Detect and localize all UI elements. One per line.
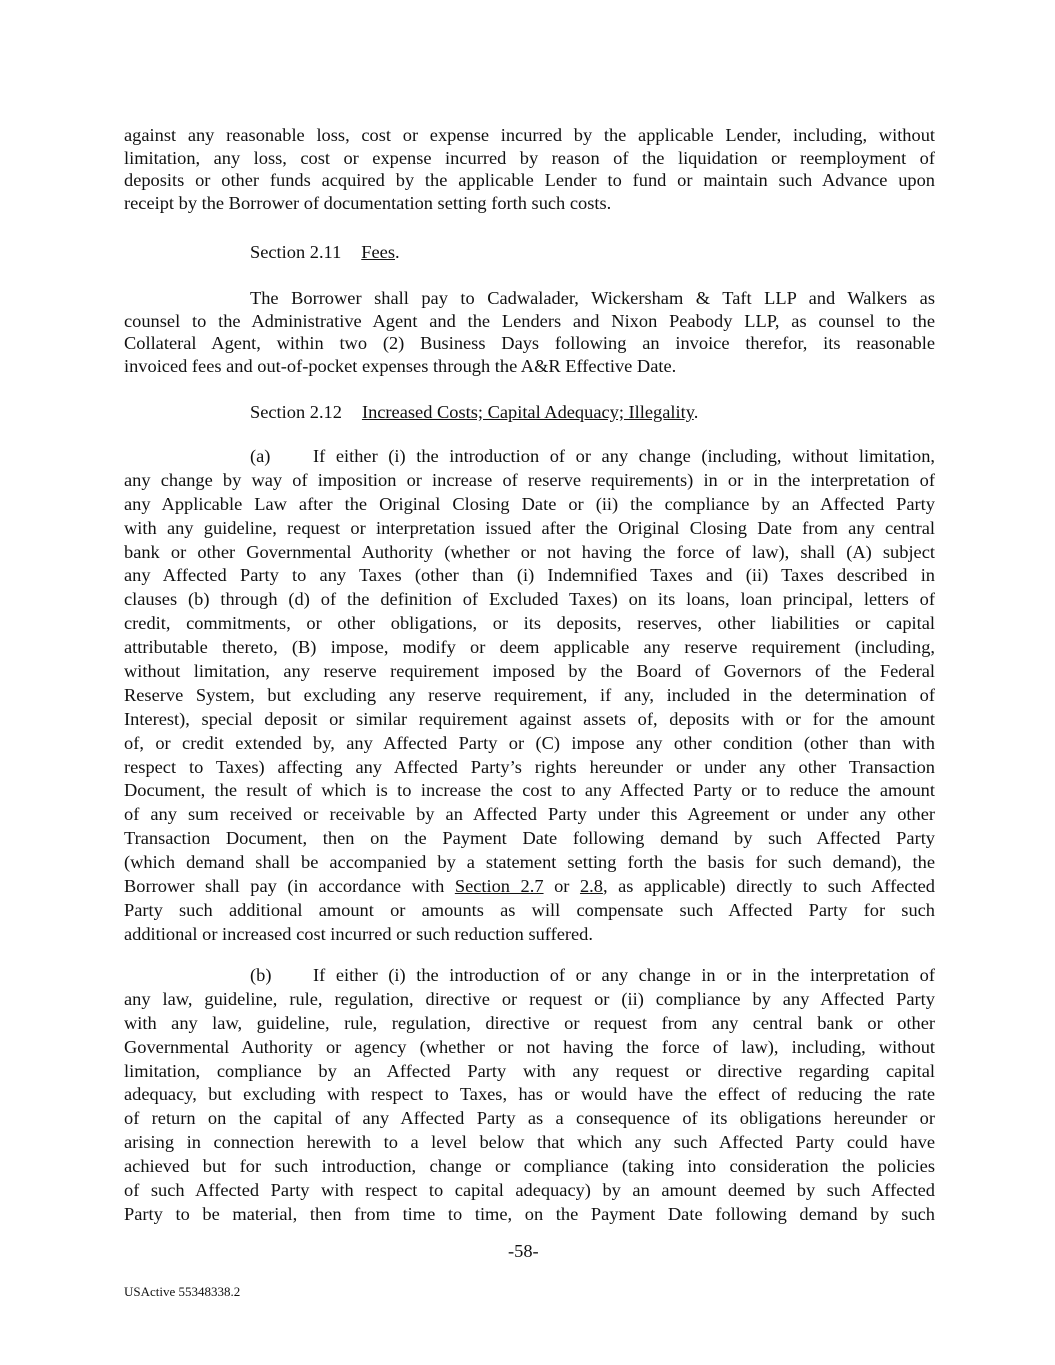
paragraph-fees <box>124 287 935 378</box>
text-line <box>124 756 935 780</box>
line-text: respect to Taxes) affecting any Affected Party’s rights hereunder or under any other Transaction <box>124 756 935 777</box>
text-line <box>124 192 935 215</box>
line-text: of, or credit extended by, any Affected Party or (C) impose any other condition (other than with <box>124 732 935 753</box>
text-segment: Borrower shall pay (in accordance with <box>124 876 455 897</box>
line-text: counsel to the Administrative Agent and the Lenders and Nixon Peabody LLP, as counsel to the <box>124 310 935 331</box>
line-text: If either (i) the introduction of or any change in or in the interpretation of <box>313 965 935 985</box>
text-line <box>124 1036 935 1060</box>
line-text: limitation, compliance by an Affected Party with any request or directive regarding capital <box>124 1060 935 1081</box>
clause-label: (b) <box>250 965 272 985</box>
text-line <box>124 332 935 355</box>
text-line <box>124 493 935 517</box>
line-text: arising in connection herewith to a level below that which any such Affected Party could have <box>124 1132 935 1153</box>
page-number: -58- <box>508 1241 539 1261</box>
paragraph-continuation <box>124 124 935 215</box>
text-segment: or <box>543 876 580 897</box>
text-line <box>124 684 935 708</box>
line-text: any change by way of imposition or increase of reserve requirements) in or in the interpretation of <box>124 469 935 490</box>
paragraph-b <box>124 964 935 1227</box>
line-text: additional or increased cost incurred or such reduction suffered. <box>124 923 593 944</box>
text-line <box>124 469 935 493</box>
line-text: any Affected Party to any Taxes (other than (i) Indemnified Taxes and (ii) Taxes described in <box>124 565 935 586</box>
line-text: Party such additional amount or amounts as will compensate such Affected Party for such <box>124 899 935 920</box>
text-line <box>124 310 935 333</box>
line-text: bank or other Governmental Authority (whether or not having the force of law), shall (A) subject <box>124 541 935 562</box>
section-number: Section 2.11 <box>250 242 342 262</box>
period: . <box>394 242 400 262</box>
text-line <box>124 1203 935 1227</box>
text-line <box>124 988 935 1012</box>
section-title: Fees <box>361 242 395 262</box>
text-line <box>124 1155 935 1179</box>
text-line <box>124 517 935 541</box>
text-line <box>124 1107 935 1131</box>
line-text: invoiced fees and out-of-pocket expenses through the A&R Effective Date. <box>124 356 677 377</box>
line-text: attributable thereto, (B) impose, modify or deem applicable any reserve requirement (including, <box>124 637 935 658</box>
text-line <box>124 1012 935 1036</box>
line-text: any Applicable Law after the Original Closing Date or (ii) the compliance by an Affected Party <box>124 493 935 514</box>
line-text: Governmental Authority or agency (whether or not having the force of law), including, without <box>124 1036 935 1057</box>
line-text: achieved but for such introduction, change or compliance (taking into consideration the policies <box>124 1156 935 1177</box>
text-line <box>124 851 935 875</box>
text-line <box>124 875 935 899</box>
line-text: without limitation, any reserve requirement imposed by the Board of Governors of the Federal <box>124 661 935 682</box>
text-segment: , as applicable) directly to such Affected <box>602 876 936 897</box>
document-footer-id: USActive 55348338.2 <box>124 1284 241 1299</box>
line-text: of return on the capital of any Affected Party as a consequence of its obligations hereunder or <box>124 1108 935 1129</box>
text-line <box>124 803 935 827</box>
line-text: receipt by the Borrower of documentation setting forth such costs. <box>124 193 612 214</box>
text-line <box>124 541 935 565</box>
text-line <box>124 169 935 192</box>
section-2-11-heading <box>250 241 400 264</box>
line-text: of any sum received or receivable by an Affected Party under this Agreement or under any other <box>124 804 935 825</box>
line-text: with any guideline, request or interpretation issued after the Original Closing Date from any central <box>124 517 935 538</box>
text-line <box>124 1179 935 1203</box>
section-reference-link[interactable]: 2.8 <box>579 876 603 897</box>
text-line <box>124 732 935 756</box>
clause-label: (a) <box>250 446 271 466</box>
line-text: clauses (b) through (d) of the definition of Excluded Taxes) on its loans, loan principal, letters of <box>124 589 935 610</box>
line-text: any law, guideline, rule, regulation, directive or request or (ii) compliance by any Affected Party <box>124 988 935 1009</box>
line-text: Party to be material, then from time to time, on the Payment Date following demand by such <box>124 1203 935 1224</box>
line-text: If either (i) the introduction of or any change (including, without limitation, <box>313 446 935 466</box>
text-line <box>124 564 935 588</box>
paragraph-a <box>124 445 935 947</box>
text-line <box>124 660 935 684</box>
text-line <box>124 1060 935 1084</box>
line-text: credit, commitments, or other obligations, or its deposits, reserves, other liabilities or capital <box>124 613 935 634</box>
line-text: The Borrower shall pay to Cadwalader, Wickersham & Taft LLP and Walkers as <box>250 288 935 308</box>
line-text: Collateral Agent, within two (2) Business Days following an invoice therefor, its reasonable <box>124 333 935 354</box>
text-line <box>124 1083 935 1107</box>
line-text: Reserve System, but excluding any reserve requirement, if any, included in the determination of <box>124 684 935 705</box>
line-text: with any law, guideline, rule, regulation, directive or request from any central bank or other <box>124 1012 935 1033</box>
line-text: adequacy, but excluding with respect to Taxes, has or would have the effect of reducing the rate <box>124 1084 935 1105</box>
line-text: limitation, any loss, cost or expense incurred by reason of the liquidation or reemployment of <box>124 147 935 168</box>
section-2-12-heading <box>250 401 698 424</box>
text-line <box>124 636 935 660</box>
section-number: Section 2.12 <box>250 402 342 422</box>
text-line <box>124 445 935 469</box>
section-title: Increased Costs; Capital Adequacy; Illegality <box>361 402 694 422</box>
text-line <box>124 708 935 732</box>
line-text: against any reasonable loss, cost or expense incurred by the applicable Lender, including, without <box>124 125 935 145</box>
line-text: of such Affected Party with respect to capital adequacy) by an amount deemed by such Affected <box>124 1180 935 1201</box>
line-text: Transaction Document, then on the Payment Date following demand by such Affected Party <box>124 828 935 849</box>
text-line <box>124 779 935 803</box>
text-line <box>124 355 935 378</box>
text-line <box>124 827 935 851</box>
text-line <box>124 287 935 310</box>
line-text: Document, the result of which is to increase the cost to any Affected Party or to reduce the amount <box>124 780 935 801</box>
period: . <box>693 402 699 422</box>
text-line <box>124 588 935 612</box>
text-line <box>124 612 935 636</box>
text-line <box>124 1131 935 1155</box>
line-text: Interest), special deposit or similar requirement against assets of, deposits with or for the amount <box>124 708 935 729</box>
line-text: deposits or other funds acquired by the applicable Lender to fund or maintain such Advance upon <box>124 170 935 191</box>
text-line <box>124 964 935 988</box>
text-line <box>124 899 935 923</box>
section-reference-link[interactable]: Section 2.7 <box>454 876 544 897</box>
text-line <box>124 124 935 147</box>
text-line <box>124 147 935 170</box>
text-line <box>124 923 935 947</box>
line-text: (which demand shall be accompanied by a statement setting forth the basis for such demand), the <box>124 852 935 873</box>
